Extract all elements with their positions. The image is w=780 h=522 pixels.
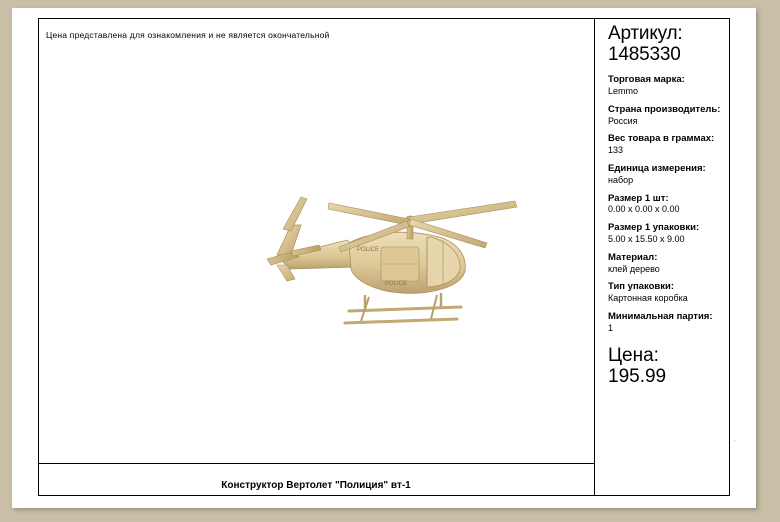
spec-row [608, 163, 756, 186]
spec-row [608, 104, 756, 127]
spec-value: 1 [608, 322, 614, 333]
spec-row [608, 193, 756, 216]
spec-value: Lemmo [608, 85, 639, 96]
helicopter-illustration [261, 185, 521, 335]
spec-row [608, 74, 756, 97]
document-page [12, 8, 756, 508]
price-value: 195.99 [608, 365, 667, 387]
spec-value: 0.00 x 0.00 x 0.00 [608, 204, 680, 215]
spec-label: Единица измерения: [608, 162, 706, 174]
spec-label: Размер 1 шт: [608, 192, 669, 204]
decal-police-tail: POLICE [357, 247, 380, 253]
spec-value: 5.00 x 15.50 x 9.00 [608, 234, 685, 245]
specs-panel [608, 24, 756, 387]
spec-label: Размер 1 упаковки: [608, 222, 700, 234]
horizontal-divider [38, 463, 594, 464]
spec-label: Минимальная партия: [608, 311, 713, 323]
spec-row [608, 133, 756, 156]
spec-label: Страна производитель: [608, 103, 721, 115]
price-disclaimer: Цена представлена для ознакомления и не является окончательной [46, 30, 330, 40]
spec-value: Россия [608, 115, 638, 126]
price-label: Цена: [608, 345, 659, 367]
spec-row [608, 222, 756, 245]
spec-value: набор [608, 174, 634, 185]
product-title: Конструктор Вертолет "Полиция" вт-1 [221, 480, 411, 491]
spec-label: Материал: [608, 251, 658, 263]
spec-value: 133 [608, 145, 624, 156]
artikul-label: Артикул: [608, 23, 683, 44]
spec-label: Вес товара в граммах: [608, 133, 715, 145]
spec-value: клей дерево [608, 263, 660, 274]
spec-value: Картонная коробка [608, 293, 688, 304]
decal-police-body: POLICE [385, 281, 408, 287]
spec-label: Торговая марка: [608, 74, 685, 86]
spec-row [608, 252, 756, 275]
corner-mark: ˏ [734, 436, 736, 442]
vertical-divider [594, 18, 595, 496]
spec-row [608, 311, 756, 334]
product-image-area [39, 40, 593, 460]
spec-label: Тип упаковки: [608, 281, 674, 293]
artikul-value: 1485330 [608, 43, 681, 65]
spec-row [608, 281, 756, 304]
price-block [608, 346, 756, 387]
